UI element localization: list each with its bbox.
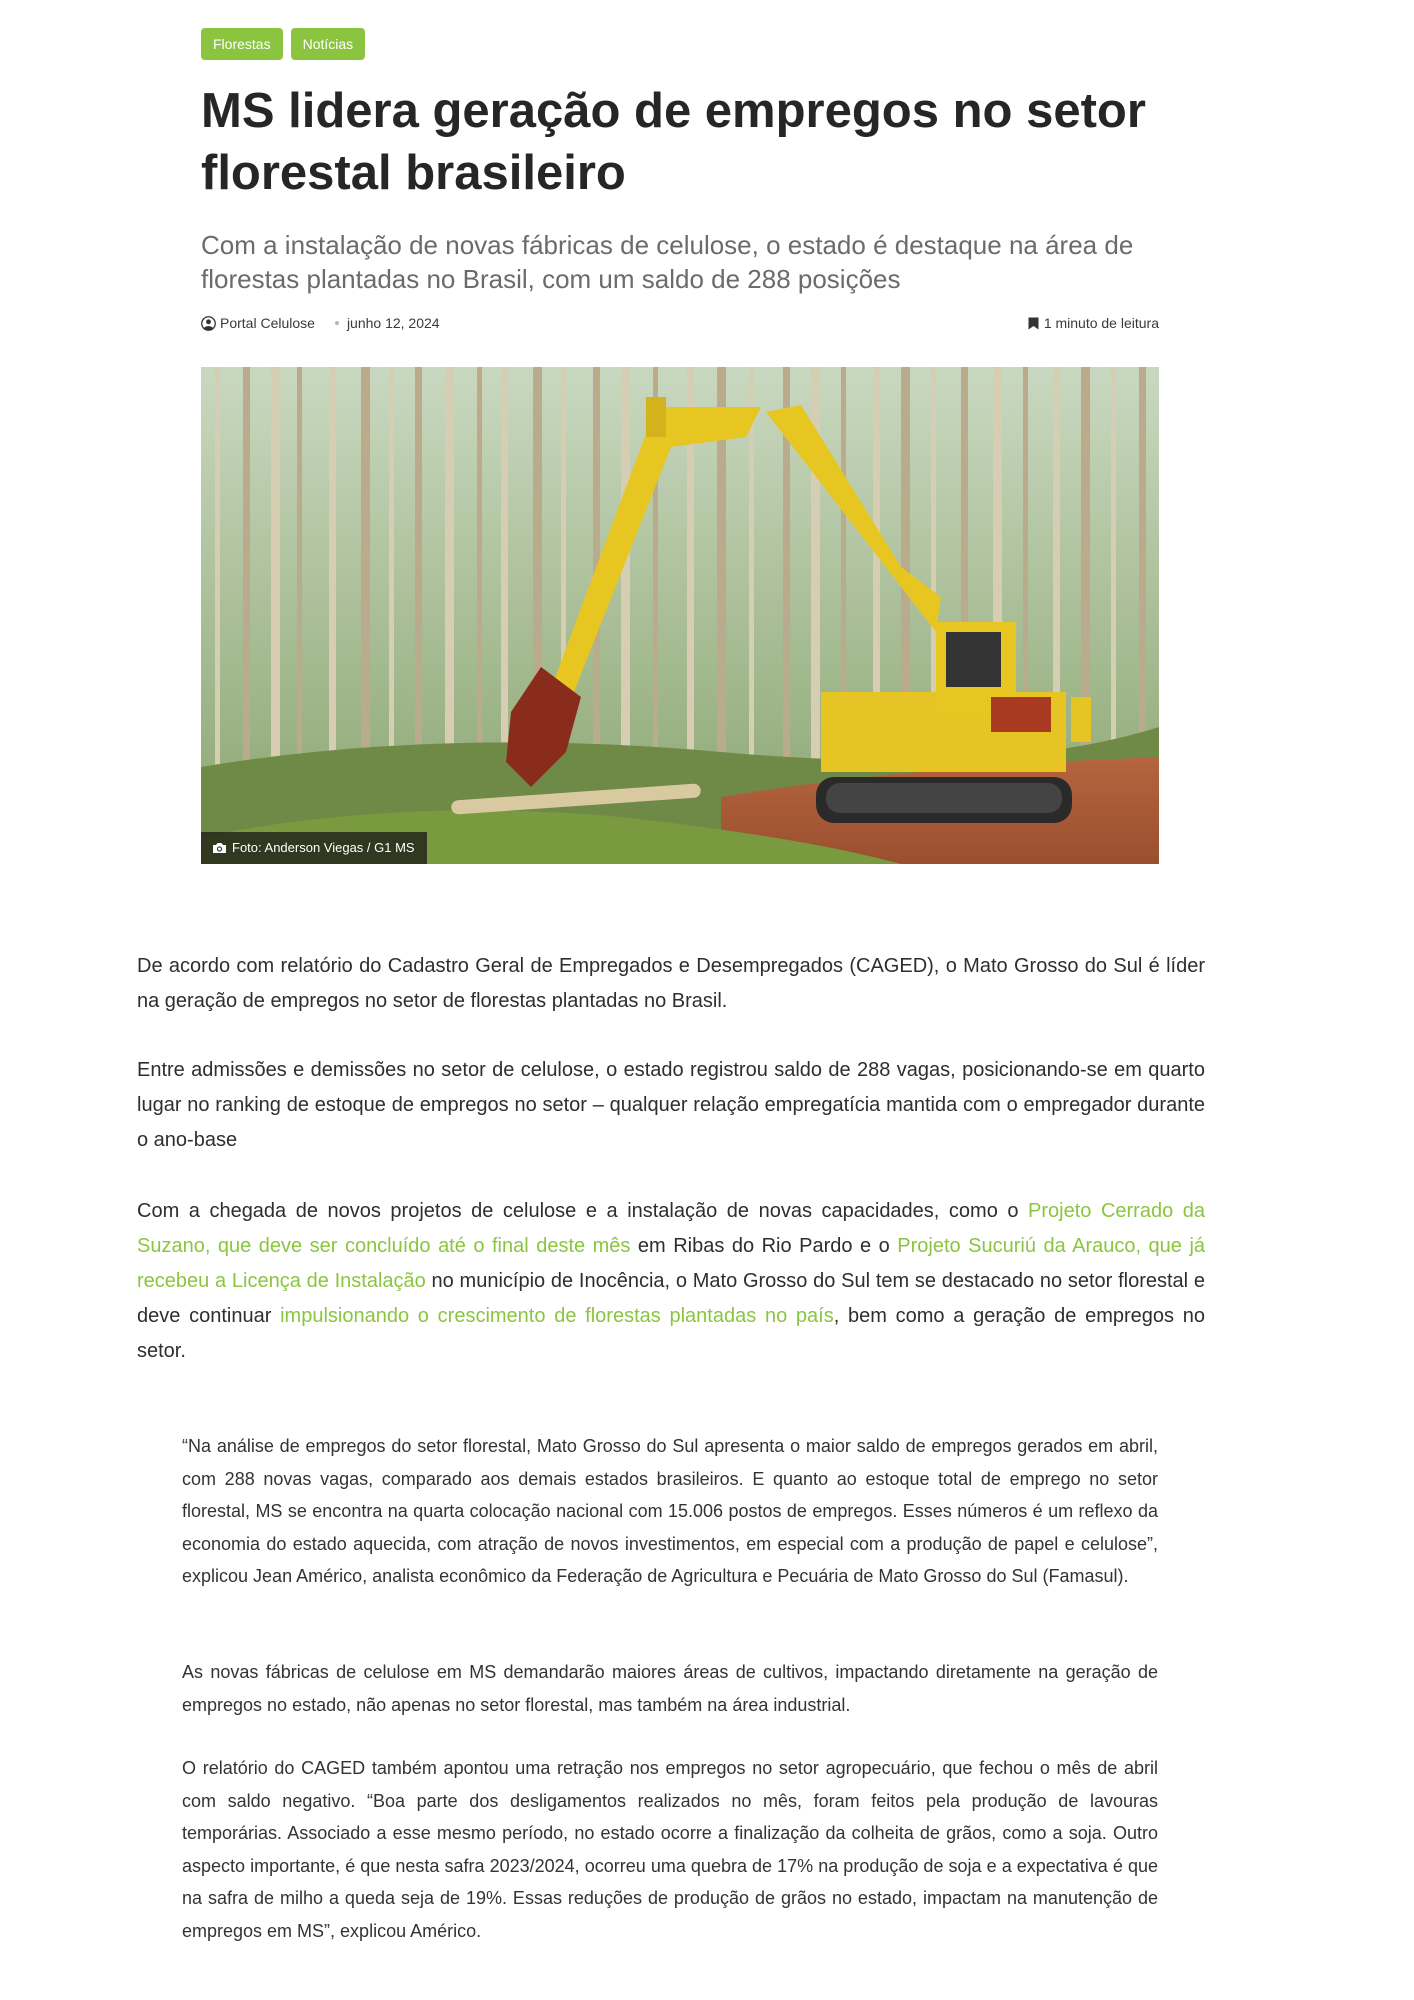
meta-left	[201, 315, 440, 331]
tree-trunk	[243, 367, 250, 779]
paragraph-3-text-1: Com a chegada de novos projetos de celulose e a instalação de novas capacidades, como o	[137, 1200, 1029, 1222]
quote-paragraph-2: As novas fábricas de celulose em MS demandarão maiores áreas de cultivos, impactando diretamente na geração de empregos no estado, não apenas no setor florestal, mas também na área industrial.	[182, 1662, 1158, 1715]
tree-trunk	[389, 367, 394, 771]
tree-trunk	[361, 367, 370, 779]
meta-separator	[335, 321, 339, 325]
photo-caption	[201, 832, 427, 864]
read-time: 1 minuto de leitura	[1043, 315, 1159, 331]
quote-paragraph-1: “Na análise de empregos do setor florestal, Mato Grosso do Sul apresenta o maior saldo de empregos gerados em abril, com 288 novas vagas, comparado aos demais estados brasileiros. E quanto ao estoque total de emprego no setor florestal, MS se encontra na quarta colocação nacional com 15.006 postos de empregos. Esses números é um reflexo da economia do estado aquecida, com atração de novos investimentos, em especial com a produção de papel e celulose”, explicou Jean Américo, analista econômico da Federação de Agricultura e Pecuária de Mato Grosso do Sul (Famasul).	[182, 1436, 1158, 1586]
paragraph-3-text-2: em Ribas do Rio Pardo e o	[630, 1235, 898, 1257]
tag-noticias[interactable]: Notícias	[291, 28, 366, 60]
article-title: MS lidera geração de empregos no setor florestal brasileiro	[201, 84, 1146, 200]
tag-florestas[interactable]: Florestas	[201, 28, 283, 60]
user-circle-icon	[201, 316, 216, 331]
photo-credit: Foto: Anderson Viegas / G1 MS	[232, 840, 415, 855]
tree-trunk	[415, 367, 422, 763]
link-projeto-sucuriu[interactable]: Projeto Sucuriú da Arauco, que já recebeu a Licença de Instalação	[137, 1235, 1206, 1292]
tree-trunk	[1139, 367, 1146, 763]
paragraph-1: De acordo com relatório do Cadastro Geral de Empregados e Desempregados (CAGED), o Mato Grosso do Sul é líder na geração de empregos no setor de florestas plantadas no Brasil.	[137, 955, 1205, 1012]
bookmark-icon	[1028, 317, 1039, 330]
link-florestas-plantadas[interactable]: impulsionando o crescimento de florestas plantadas no país	[280, 1305, 834, 1327]
tree-trunk	[215, 367, 220, 787]
tree-trunk	[329, 367, 336, 787]
quote-paragraph-3: O relatório do CAGED também apontou uma retração nos empregos no setor agropecuário, que fechou o mês de abril com saldo negativo. “Boa parte dos desligamentos realizados no mês, foram feitos pela produção de lavouras temporárias. Associado a esse mesmo período, no estado ocorre a finalização da colheita de grãos, como a soja. Outro aspecto importante, é que nesta safra 2023/2024, ocorreu uma quebra de 17% na produção de soja e a expectativa é que na safra de milho a queda seja de 19%. Essas reduções de produção de grãos no estado, impactam na manutenção de empregos em MS”, explicou Américo.	[182, 1758, 1158, 1941]
category-tags	[201, 28, 365, 60]
tree-trunk	[297, 367, 302, 763]
paragraph-3-text-4: , bem como a geração de empregos no setor.	[137, 1305, 1205, 1362]
paragraph-3-text-3: no município de Inocência, o Mato Grosso do Sul tem se destacado no setor florestal e deve continuar	[137, 1270, 1205, 1327]
paragraph-3	[137, 1194, 1205, 1369]
author-link[interactable]: Portal Celulose	[220, 315, 315, 331]
camera-icon	[212, 842, 227, 854]
forest-excavator-illustration	[201, 367, 1159, 864]
article-meta	[201, 315, 1159, 335]
paragraph-2: Entre admissões e demissões no setor de celulose, o estado registrou saldo de 288 vagas, posicionando-se em quarto lugar no ranking de estoque de empregos no setor – qualquer relação empregatícia mantida com o empregador durante o ano-base	[137, 1059, 1205, 1151]
link-projeto-cerrado[interactable]: Projeto Cerrado da Suzano, que deve ser concluído até o final deste mês	[137, 1200, 1205, 1257]
tree-trunk	[477, 367, 482, 779]
tree-trunk	[271, 367, 280, 771]
publish-date: junho 12, 2024	[346, 315, 440, 331]
hero-image	[201, 367, 1159, 864]
tree-trunk	[445, 367, 454, 787]
article-subtitle: Com a instalação de novas fábricas de celulose, o estado é destaque na área de florestas plantadas no Brasil, com um saldo de 288 posições	[201, 230, 1134, 294]
tree-trunk	[1111, 367, 1116, 771]
tree-trunk	[501, 367, 508, 771]
meta-right	[1028, 315, 1159, 331]
